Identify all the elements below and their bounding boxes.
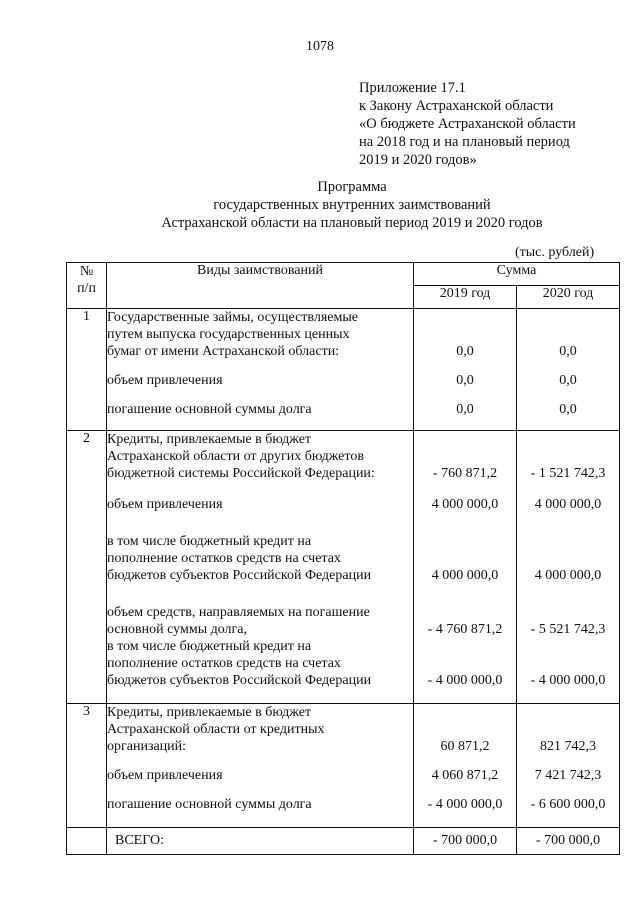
value: 0,0 <box>456 402 474 417</box>
row-number <box>67 828 107 855</box>
document-title <box>0 178 640 232</box>
appendix-line: на 2018 год и на плановый период <box>359 134 570 150</box>
value: - 4 000 000,0 <box>427 797 503 812</box>
value: 60 871,2 <box>440 739 490 754</box>
total-2020: - 700 000,0 <box>517 828 620 855</box>
desc-line: Кредиты, привлекаемые в бюджет <box>107 432 312 447</box>
header-number-line2: п/п <box>77 281 96 296</box>
value: - 4 000 000,0 <box>530 673 606 688</box>
desc-line: пополнение остатков средств на счетах <box>107 656 341 671</box>
desc-line: Государственные займы, осуществляемые <box>107 310 358 325</box>
desc-line: основной суммы долга, <box>107 622 247 637</box>
value-2019 <box>414 431 517 704</box>
appendix-line: «О бюджете Астраханской области <box>359 116 576 132</box>
desc-line: бюджетов субъектов Российской Федерации <box>107 673 372 688</box>
desc-line: в том числе бюджетный кредит на <box>107 534 312 549</box>
row-number: 3 <box>67 704 107 828</box>
table-row <box>67 309 620 431</box>
value: 0,0 <box>559 373 577 388</box>
row-number: 1 <box>67 309 107 431</box>
value-2019 <box>414 309 517 431</box>
total-label: ВСЕГО: <box>107 828 414 855</box>
value: 0,0 <box>559 344 577 359</box>
desc-line: Астраханской области от других бюджетов <box>107 449 364 464</box>
desc-line: бумаг от имени Астраханской области: <box>107 344 340 359</box>
row-description <box>107 431 414 704</box>
title-line: государственных внутренних заимствований <box>213 197 491 213</box>
borrowing-table <box>66 262 620 855</box>
row-number: 2 <box>67 431 107 704</box>
page-number: 1078 <box>306 39 334 54</box>
value: 4 060 871,2 <box>431 768 499 783</box>
value: 4 000 000,0 <box>431 497 499 512</box>
row-description <box>107 309 414 431</box>
value-2020 <box>517 431 620 704</box>
appendix-note <box>359 79 576 169</box>
value: 7 421 742,3 <box>534 768 602 783</box>
desc-line: Кредиты, привлекаемые в бюджет <box>107 705 312 720</box>
total-2019: - 700 000,0 <box>414 828 517 855</box>
header-sum: Сумма <box>414 263 620 286</box>
header-type: Виды заимствований <box>107 263 414 309</box>
value: - 760 871,2 <box>432 466 498 481</box>
table-row <box>67 431 620 704</box>
title-line: Астраханской области на плановый период 2019 и 2020 годов <box>161 215 543 231</box>
desc-line: объем привлечения <box>107 373 223 388</box>
value-2020 <box>517 309 620 431</box>
desc-line: путем выпуска государственных ценных <box>107 327 350 342</box>
desc-line: пополнение остатков средств на счетах <box>107 551 341 566</box>
desc-line: объем привлечения <box>107 768 223 783</box>
desc-line: бюджетов субъектов Российской Федерации <box>107 568 372 583</box>
units-label: (тыс. рублей) <box>515 245 595 260</box>
appendix-line: Приложение 17.1 <box>359 80 466 96</box>
desc-line: организаций: <box>107 739 187 754</box>
value: 4 000 000,0 <box>534 497 602 512</box>
appendix-line: 2019 и 2020 годов» <box>359 152 477 168</box>
header-year-2019: 2019 год <box>414 286 517 309</box>
header-number-line1: № <box>79 264 94 279</box>
table-row <box>67 704 620 828</box>
header-row <box>67 263 620 286</box>
value: - 4 000 000,0 <box>427 673 503 688</box>
desc-line: объем привлечения <box>107 497 223 512</box>
value: - 6 600 000,0 <box>530 797 606 812</box>
value-2020 <box>517 704 620 828</box>
header-number <box>67 263 107 309</box>
value: - 1 521 742,3 <box>530 466 606 481</box>
desc-line: Астраханской области от кредитных <box>107 722 325 737</box>
appendix-line: к Закону Астраханской области <box>359 98 554 114</box>
value: 0,0 <box>456 373 474 388</box>
value-2019 <box>414 704 517 828</box>
header-year-2020: 2020 год <box>517 286 620 309</box>
total-row <box>67 828 620 855</box>
desc-line: объем средств, направляемых на погашение <box>107 605 370 620</box>
value: 0,0 <box>559 402 577 417</box>
row-description <box>107 704 414 828</box>
desc-line: погашение основной суммы долга <box>107 797 312 812</box>
desc-line: в том числе бюджетный кредит на <box>107 639 312 654</box>
title-line: Программа <box>317 179 387 195</box>
value: 4 000 000,0 <box>431 568 499 583</box>
desc-line: бюджетной системы Российской Федерации: <box>107 466 375 481</box>
value: 0,0 <box>456 344 474 359</box>
value: 821 742,3 <box>540 739 596 754</box>
desc-line: погашение основной суммы долга <box>107 402 312 417</box>
value: - 4 760 871,2 <box>427 622 503 637</box>
value: - 5 521 742,3 <box>530 622 606 637</box>
value: 4 000 000,0 <box>534 568 602 583</box>
